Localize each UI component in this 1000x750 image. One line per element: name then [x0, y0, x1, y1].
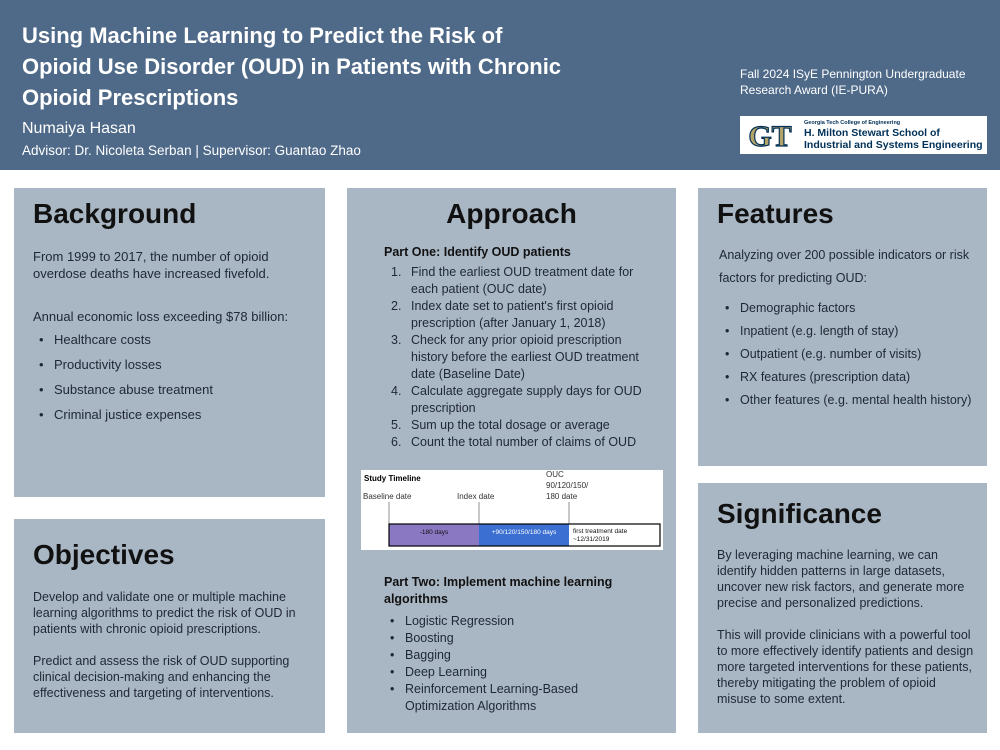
gt-logo-icon [740, 116, 800, 154]
objectives-heading: Objectives [33, 539, 175, 570]
timeline-ouc-label-3: 180 date [546, 492, 578, 501]
significance-paragraph-1: By leveraging machine learning, we can identify hidden patterns in large datasets, uncover new risk factors, and generate more precise and personalized predictions. [717, 548, 965, 610]
timeline-seg2-label: +90/120/150/180 days [491, 529, 557, 536]
gt-isye-logo [740, 116, 987, 154]
background-heading: Background [33, 198, 197, 229]
significance-heading: Significance [717, 498, 882, 529]
svg-text:GT: GT [748, 120, 792, 152]
advisors-line: Advisor: Dr. Nicoleta Serban | Supervisor: Guantao Zhao [22, 143, 361, 158]
background-panel [14, 188, 325, 497]
approach-heading: Approach [446, 198, 577, 229]
study-timeline [361, 470, 663, 550]
list-item: • Deep Learning [384, 664, 614, 681]
list-item: • Demographic factors [719, 297, 974, 320]
title-line: Opioid Use Disorder (OUD) in Patients with Chronic [22, 54, 562, 79]
list-item: • Inpatient (e.g. length of stay) [719, 320, 974, 343]
timeline-index-label: Index date [457, 492, 495, 501]
features-panel [698, 188, 987, 466]
list-item: • RX features (prescription data) [719, 366, 974, 389]
algorithms-list [384, 613, 614, 715]
timeline-seg3-label-1: first treatment date [573, 528, 628, 535]
part-two-title: Part Two: Implement machine learning algorithms [384, 575, 613, 606]
logo-school-line-2: Industrial and Systems Engineering [804, 139, 983, 151]
list-item: • Boosting [384, 630, 614, 647]
timeline-ouc-label-1: OUC [546, 470, 564, 479]
list-item: • Outpatient (e.g. number of visits) [719, 343, 974, 366]
objectives-paragraph-2: Predict and assess the risk of OUD supporting clinical decision-making and enhancing the effectiveness and targeting of interventions. [33, 654, 290, 700]
list-item: • Reinforcement Learning-Based Optimization Algorithms [384, 681, 614, 715]
features-list [719, 297, 974, 412]
background-paragraph-1: From 1999 to 2017, the number of opioid overdose deaths have increased fivefold. [33, 249, 270, 281]
logo-college: Georgia Tech College of Engineering [804, 120, 901, 126]
poster-title [22, 20, 622, 113]
header-banner [0, 0, 1000, 170]
features-intro: Analyzing over 200 possible indicators or risk factors for predicting OUD: [719, 248, 970, 285]
features-heading: Features [717, 198, 834, 229]
background-list [33, 331, 313, 423]
part-one-steps [391, 264, 651, 451]
step-item: 5. Sum up the total dosage or average [391, 418, 610, 432]
list-item: • Productivity losses [33, 356, 313, 373]
award-line: Research Award (IE-PURA) [740, 83, 888, 97]
approach-panel [347, 188, 676, 733]
title-line: Opioid Prescriptions [22, 85, 239, 110]
step-item: 2. Index date set to patient's first opioid prescription (after January 1, 2018) [391, 299, 614, 330]
author-name: Numaiya Hasan [22, 120, 136, 137]
step-item: 6. Count the total number of claims of OUD [391, 435, 637, 449]
logo-text [800, 119, 983, 151]
timeline-seg1-label: -180 days [419, 529, 449, 536]
timeline-title: Study Timeline [364, 474, 421, 483]
list-item: • Logistic Regression [384, 613, 614, 630]
list-item: • Bagging [384, 647, 614, 664]
logo-school-line-1: H. Milton Stewart School of [804, 127, 940, 139]
objectives-panel [14, 519, 325, 733]
significance-panel [698, 483, 987, 733]
timeline-seg3-label-2: ~12/31/2019 [573, 536, 610, 543]
list-item: • Other features (e.g. mental health history) [719, 389, 974, 412]
timeline-baseline-label: Baseline date [363, 492, 412, 501]
award-text [740, 66, 990, 98]
step-item: 4. Calculate aggregate supply days for OUD prescription [391, 384, 642, 415]
list-item: • Criminal justice expenses [33, 406, 313, 423]
timeline-ouc-label-2: 90/120/150/ [546, 481, 589, 490]
title-line: Using Machine Learning to Predict the Risk of [22, 23, 503, 48]
list-item: • Healthcare costs [33, 331, 313, 348]
objectives-paragraph-1: Develop and validate one or multiple machine learning algorithms to predict the risk of OUD in patients with chronic opioid prescriptions. [33, 590, 296, 636]
list-item: • Substance abuse treatment [33, 381, 313, 398]
significance-paragraph-2: This will provide clinicians with a powerful tool to more effectively identify patients and design more targeted interventions for these patients, thereby mitigating the problem of opioid misuse to some extent. [717, 628, 974, 706]
step-item: 3. Check for any prior opioid prescription history before the earliest OUD treatment date (Baseline Date) [391, 333, 639, 381]
step-item: 1. Find the earliest OUD treatment date for each patient (OUC date) [391, 265, 634, 296]
part-one-title: Part One: Identify OUD patients [384, 245, 571, 259]
background-paragraph-2: Annual economic loss exceeding $78 billion: [33, 309, 289, 324]
award-line: Fall 2024 ISyE Pennington Undergraduate [740, 67, 966, 81]
